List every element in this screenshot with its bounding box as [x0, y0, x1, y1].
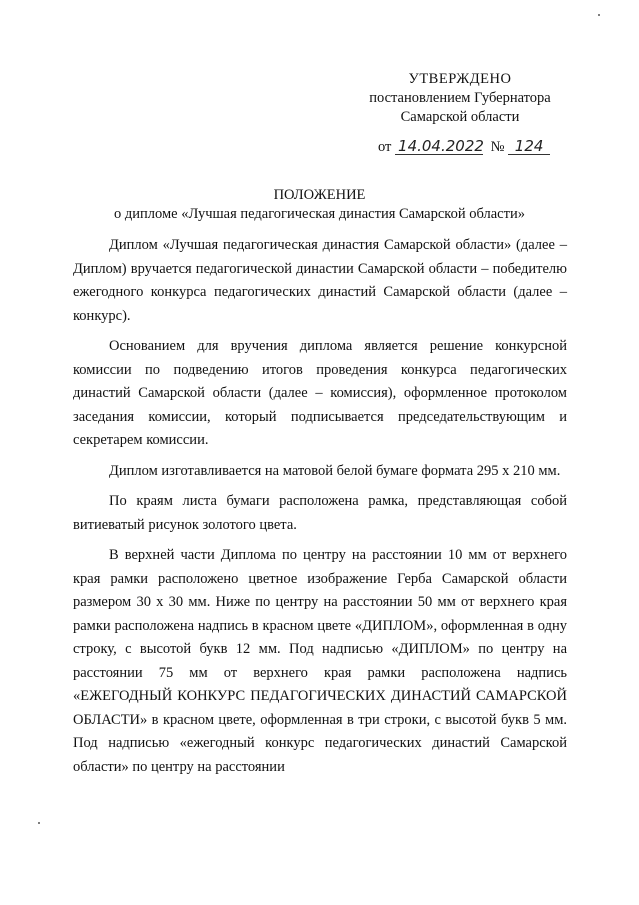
approval-stamp — [360, 70, 560, 127]
paragraph: По краям листа бумаги расположена рамка, представляющая собой витиеватый рисунок золотого цвета. — [73, 493, 567, 533]
date-prefix: от — [378, 139, 392, 155]
scan-speck — [598, 14, 600, 16]
handwritten-number: 124 — [508, 138, 550, 155]
document-title — [0, 186, 639, 224]
paragraph: Основанием для вручения диплома является решение конкурсной комиссии по подведению итогов проведения конкурса педагогических династий Самарской области (далее – комиссия), оформленное протоколом заседания комиссии, который подписывается председательствующим и секретарем комиссии. — [73, 338, 567, 448]
scan-speck — [38, 822, 40, 824]
paragraph: Диплом «Лучшая педагогическая династия Самарской области» (далее – Диплом) вручается педагогической династии Самарской области – победителю ежегодного конкурса педагогических династий Самарской области (далее – конкурс). — [73, 237, 567, 324]
approval-line: Самарской области — [400, 109, 520, 125]
handwritten-date: 14.04.2022 — [395, 138, 483, 155]
number-prefix: № — [490, 139, 505, 155]
approval-heading: УТВЕРЖДЕНО — [408, 71, 512, 87]
approval-date-number — [378, 138, 550, 156]
paragraph: Диплом изготавливается на матовой белой бумаге формата 295 х 210 мм. — [109, 462, 561, 479]
document-body — [73, 234, 567, 779]
title-subheading: о дипломе «Лучшая педагогическая династия Самарской области» — [114, 206, 525, 222]
paragraph: В верхней части Диплома по центру на расстоянии 10 мм от верхнего края рамки расположено цветное изображение Герба Самарской области размером 30 х 30 мм. Ниже по центру на расстоянии 50 мм от верхнего края рамки расположена надпись в красном цвете «ДИПЛОМ», оформленная в одну строку, с высотой букв 12 мм. Под надписью «ДИПЛОМ» по центру на расстоянии 75 мм от верхнего края рамки расположена надпись «ЕЖЕГОДНЫЙ КОНКУРС ПЕДАГОГИЧЕСКИХ ДИНАСТИЙ САМАРСКОЙ ОБЛАСТИ» в красном цвете, оформленная в три строки, с высотой букв 5 мм. Под надписью «ежегодный конкурс педагогических династий Самарской области» по центру на расстоянии — [73, 547, 567, 775]
approval-line: постановлением Губернатора — [369, 90, 551, 106]
title-heading: ПОЛОЖЕНИЕ — [273, 187, 366, 203]
